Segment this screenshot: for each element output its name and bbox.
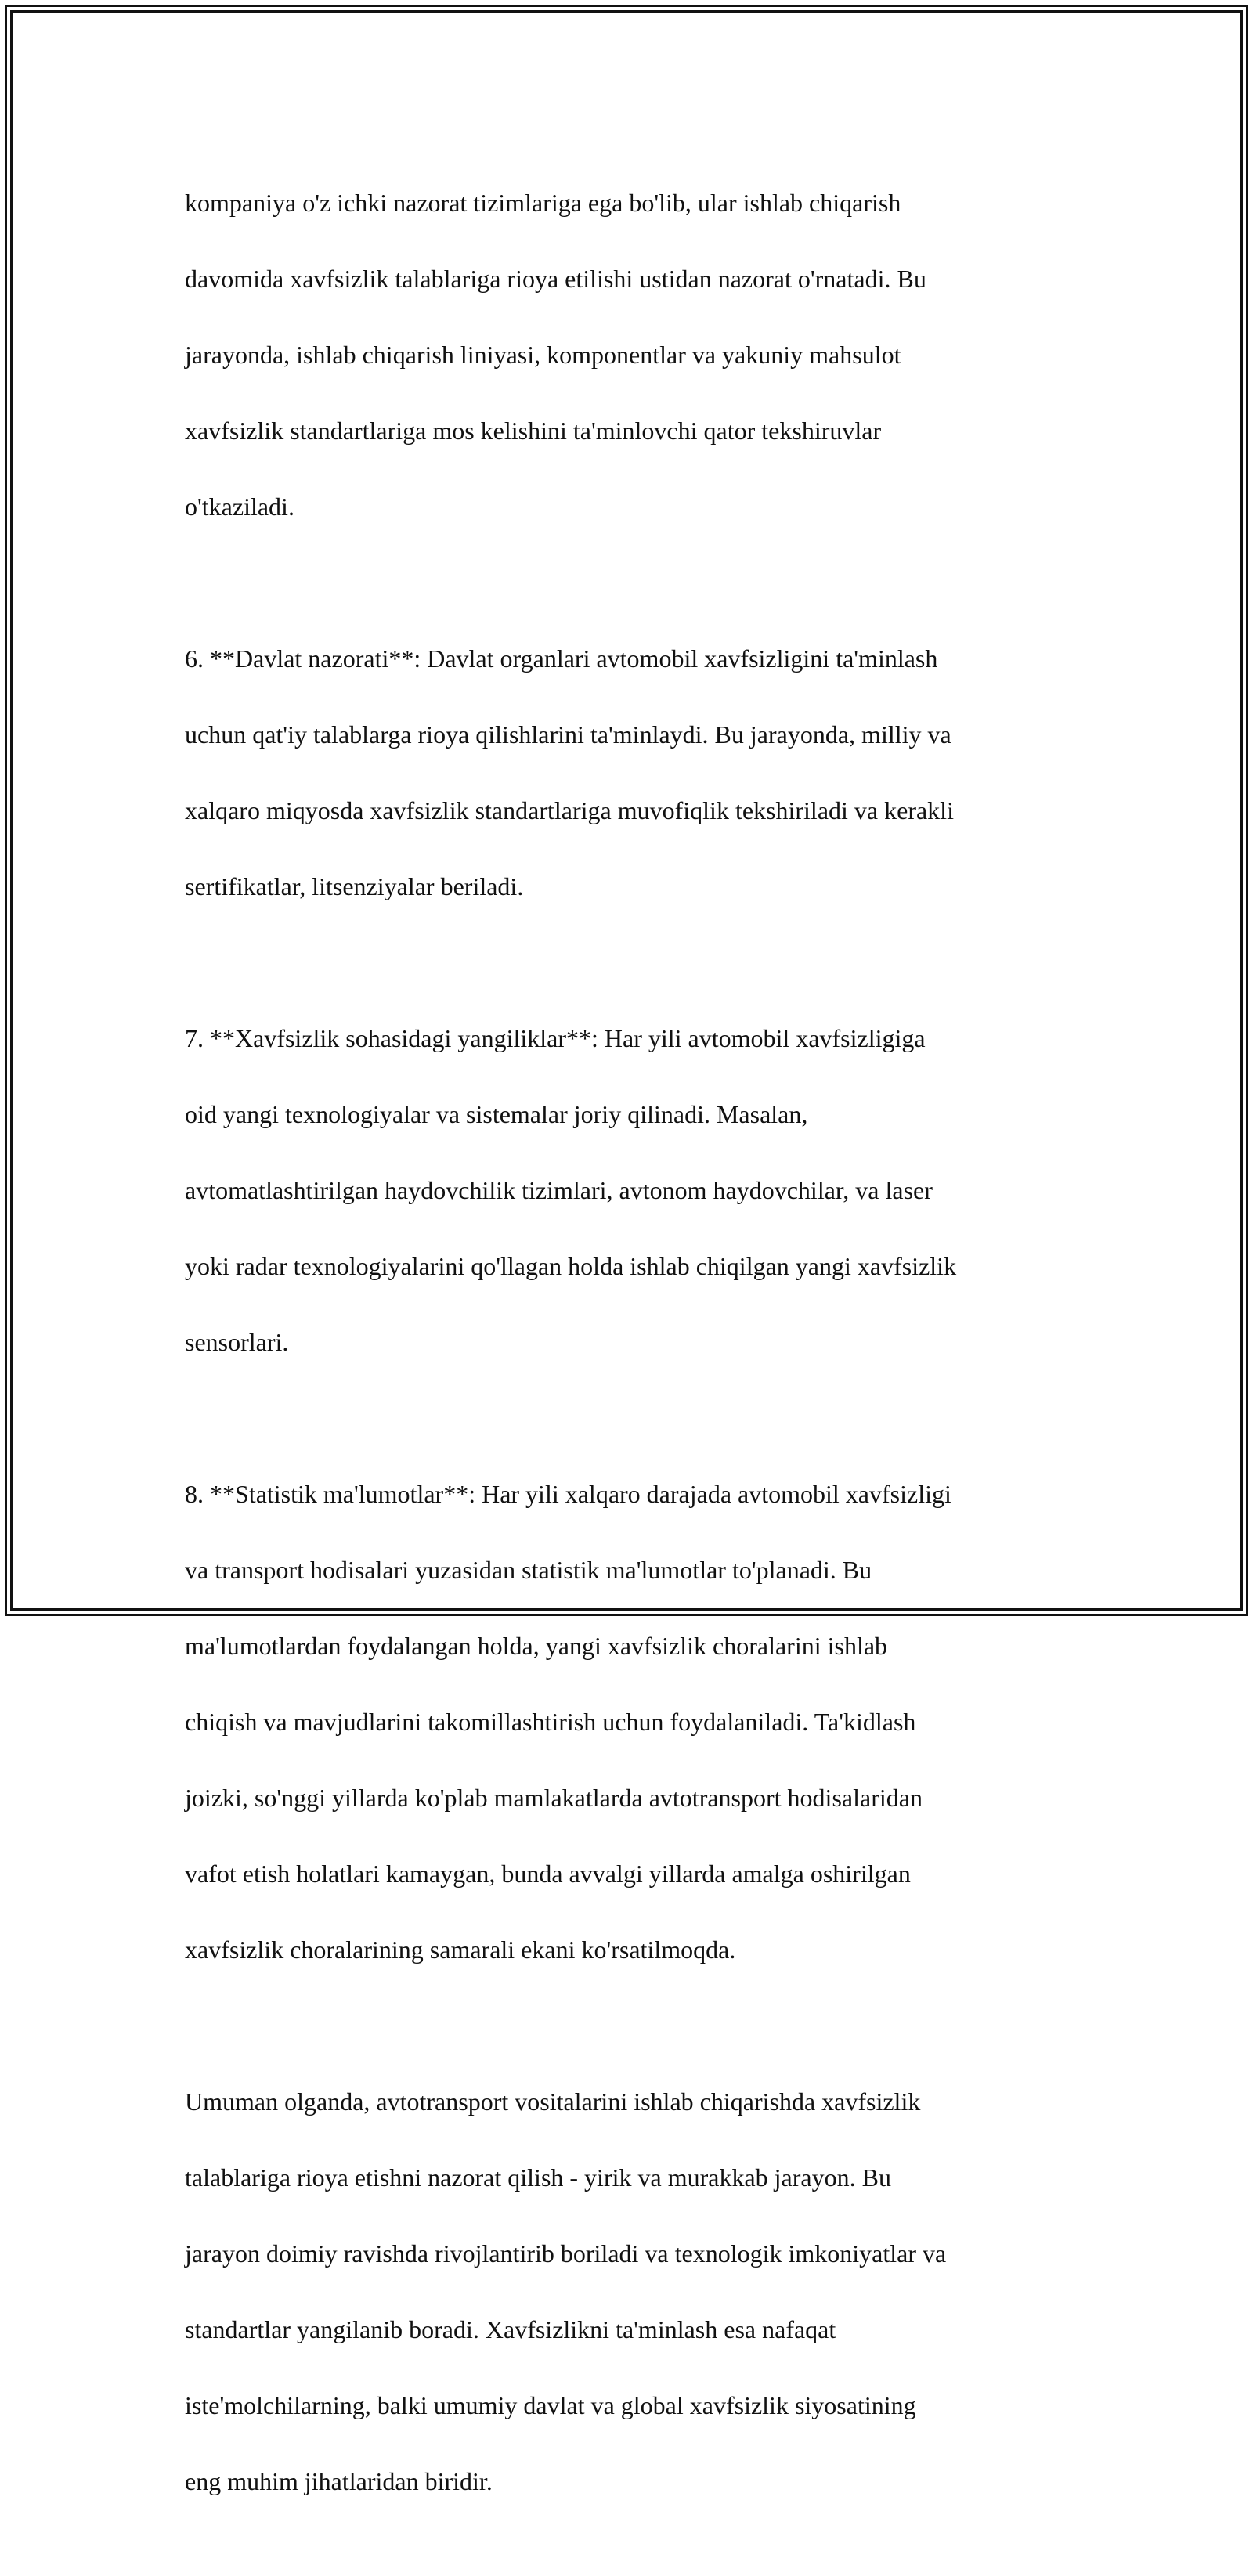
text-line: uchun qat'iy talablarga rioya qilishlarini ta'minlaydi. Bu jarayonda, milliy va: [185, 720, 951, 749]
paragraph-conclusion: [185, 2044, 1078, 2538]
paragraph-item-6: [185, 601, 1078, 943]
text-line: xavfsizlik choralarining samarali ekani ko'rsatilmoqda.: [185, 1935, 736, 1964]
text-line: ma'lumotlardan foydalangan holda, yangi xavfsizlik choralarini ishlab: [185, 1631, 888, 1660]
text-line: yoki radar texnologiyalarini qo'llagan holda ishlab chiqilgan yangi xavfsizlik: [185, 1251, 957, 1280]
text-line: va transport hodisalari yuzasidan statistik ma'lumotlar to'planadi. Bu: [185, 1555, 872, 1584]
text-line: sensorlari.: [185, 1327, 289, 1356]
text-line: avtomatlashtirilgan haydovchilik tizimlari, avtonom haydovchilar, va laser: [185, 1175, 933, 1204]
text-line: standartlar yangilanib boradi. Xavfsizlikni ta'minlash esa nafaqat: [185, 2314, 836, 2343]
text-line: davomida xavfsizlik talablariga rioya etilishi ustidan nazorat o'rnatadi. Bu: [185, 264, 926, 293]
text-line: xalqaro miqyosda xavfsizlik standartlariga muvofiqlik tekshiriladi va kerakli: [185, 796, 954, 824]
document-body: [185, 146, 1078, 2576]
text-line: chiqish va mavjudlarini takomillashtirish uchun foydalaniladi. Ta'kidlash: [185, 1707, 916, 1736]
text-line: jarayonda, ishlab chiqarish liniyasi, komponentlar va yakuniy mahsulot: [185, 340, 901, 369]
text-line: eng muhim jihatlaridan biridir.: [185, 2466, 493, 2495]
text-line: xavfsizlik standartlariga mos kelishini ta'minlovchi qator tekshiruvlar: [185, 416, 882, 445]
text-line: 6. **Davlat nazorati**: Davlat organlari avtomobil xavfsizligini ta'minlash: [185, 644, 938, 673]
text-line: vafot etish holatlari kamaygan, bunda avvalgi yillarda amalga oshirilgan: [185, 1859, 911, 1888]
text-line: 8. **Statistik ma'lumotlar**: Har yili xalqaro darajada avtomobil xavfsizligi: [185, 1479, 951, 1508]
text-line: talablariga rioya etishni nazorat qilish - yirik va murakkab jarayon. Bu: [185, 2163, 891, 2192]
paragraph-item-7: [185, 981, 1078, 1399]
text-line: oid yangi texnologiyalar va sistemalar joriy qilinadi. Masalan,: [185, 1099, 808, 1128]
text-line: 7. **Xavfsizlik sohasidagi yangiliklar**: Har yili avtomobil xavfsizligiga: [185, 1023, 926, 1052]
paragraph-continuation: [185, 146, 1078, 564]
text-line: sertifikatlar, litsenziyalar beriladi.: [185, 871, 524, 900]
text-line: kompaniya o'z ichki nazorat tizimlariga ega bo'lib, ular ishlab chiqarish: [185, 188, 901, 217]
text-line: iste'molchilarning, balki umumiy davlat va global xavfsizlik siyosatining: [185, 2390, 916, 2419]
text-line: o'tkaziladi.: [185, 492, 294, 521]
text-line: jarayon doimiy ravishda rivojlantirib boriladi va texnologik imkoniyatlar va: [185, 2239, 947, 2268]
text-line: joizki, so'nggi yillarda ko'plab mamlakatlarda avtotransport hodisalaridan: [185, 1783, 923, 1812]
paragraph-item-8: [185, 1437, 1078, 2007]
text-line: Umuman olganda, avtotransport vositalarini ishlab chiqarishda xavfsizlik: [185, 2087, 921, 2116]
